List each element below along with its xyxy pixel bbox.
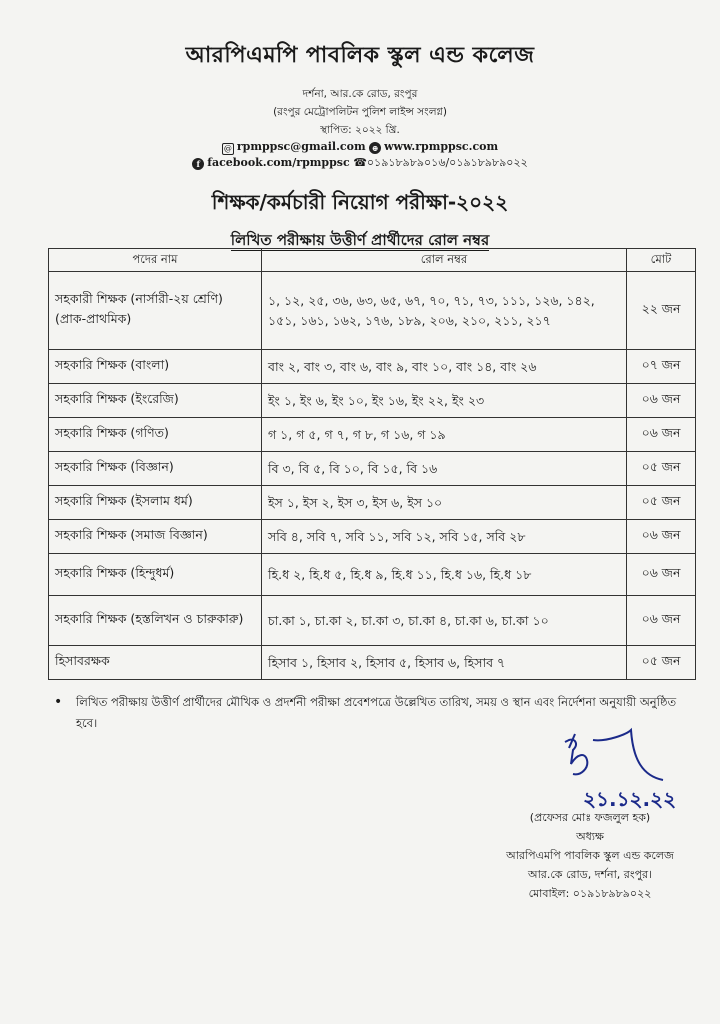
globe-icon: ⊕ xyxy=(369,142,381,154)
signature-block xyxy=(470,720,710,903)
roll-numbers: ১, ১২, ২৫, ৩৬, ৬৩, ৬৫, ৬৭, ৭০, ৭১, ৭৩, ১১১, ১২৬, ১৪২, ১৫১, ১৬১, ১৬২, ১৭৬, ১৮৯, ২০৬, ২১০, ২১১, ২১৭ xyxy=(262,272,627,350)
post-name: সহকারি শিক্ষক (হস্তলিখন ও চারুকারু) xyxy=(49,596,262,646)
school-name: আরপিএমপি পাবলিক স্কুল এন্ড কলেজ xyxy=(185,43,535,68)
post-name: সহকারি শিক্ষক (হিন্দুধর্ম) xyxy=(49,554,262,596)
table-row xyxy=(49,554,696,596)
roll-numbers: চা.কা ১, চা.কা ২, চা.কা ৩, চা.কা ৪, চা.কা ৬, চা.কা ১০ xyxy=(262,596,627,646)
total-count: ০৬ জন xyxy=(627,384,696,418)
signatory-mobile: মোবাইল: ০১৯১৮৯৮৯০২২ xyxy=(528,887,652,900)
roll-numbers: ইং ১, ইং ৬, ইং ১০, ইং ১৬, ইং ২২, ইং ২৩ xyxy=(262,384,627,418)
letterhead xyxy=(0,0,720,170)
post-name: সহকারি শিক্ষক (ইংরেজি) xyxy=(49,384,262,418)
email-text: rpmppsc@gmail.com xyxy=(236,140,366,153)
phone-text: ০১৯১৮৯৮৯০১৬/০১৯১৮৯৮৯০২২ xyxy=(366,156,528,169)
table-row xyxy=(49,350,696,384)
contact-social-phone xyxy=(0,155,720,170)
total-count: ২২ জন xyxy=(627,272,696,350)
subtitle-text: লিখিত পরীক্ষায় উত্তীর্ণ প্রার্থীদের রোল নম্বর xyxy=(230,231,490,249)
post-name: সহকারি শিক্ষক (বিজ্ঞান) xyxy=(49,452,262,486)
post-name: সহকারি শিক্ষক (ইসলাম ধর্ম) xyxy=(49,486,262,520)
note-text: লিখিত পরীক্ষায় উত্তীর্ণ প্রার্থীদের মৌখিক ও প্রদর্শনী পরীক্ষা প্রবেশপত্রে উল্লেখিত তারিখ, সময় ও স্থান এবং নির্দেশনা অনুযায়ী অনুষ্ঠিত হবে। xyxy=(76,695,677,730)
total-count: ০৬ জন xyxy=(627,520,696,554)
results-table xyxy=(48,248,696,680)
total-count: ০৫ জন xyxy=(627,452,696,486)
bullet-icon: • xyxy=(54,694,63,710)
table-row xyxy=(49,646,696,680)
table-row xyxy=(49,272,696,350)
document-title: শিক্ষক/কর্মচারী নিয়োগ পরীক্ষা-২০২২ xyxy=(211,190,509,214)
email-icon: @ xyxy=(223,144,232,153)
total-count: ০৬ জন xyxy=(627,418,696,452)
phone-icon: ☎ xyxy=(353,156,367,169)
roll-numbers: গ ১, গ ৫, গ ৭, গ ৮, গ ১৬, গ ১৯ xyxy=(262,418,627,452)
post-name: সহকারি শিক্ষক (সমাজ বিজ্ঞান) xyxy=(49,520,262,554)
post-name: সহকারি শিক্ষক (বাংলা) xyxy=(49,350,262,384)
table-row xyxy=(49,384,696,418)
header-post: পদের নাম xyxy=(49,249,262,272)
table-row xyxy=(49,596,696,646)
table-row xyxy=(49,520,696,554)
post-name: হিসাবরক্ষক xyxy=(49,646,262,680)
signatory-details xyxy=(470,808,710,903)
contact-email-web xyxy=(0,139,720,155)
signatory-address: আর.কে রোড, দর্শনা, রংপুর। xyxy=(527,868,653,881)
total-count: ০৫ জন xyxy=(627,486,696,520)
website-text: www.rpmppsc.com xyxy=(384,140,499,153)
facebook-text: facebook.com/rpmppsc xyxy=(207,156,350,169)
roll-numbers: হিসাব ১, হিসাব ২, হিসাব ৫, হিসাব ৬, হিসাব ৭ xyxy=(262,646,627,680)
handwritten-signature xyxy=(535,720,685,810)
signature-date: ২১.১২.২২ xyxy=(583,787,677,810)
header-total: মোট xyxy=(627,249,696,272)
total-count: ০৬ জন xyxy=(627,596,696,646)
header-rolls: রোল নম্বর xyxy=(262,249,627,272)
established-year: স্থাপিত: ২০২২ খ্রি. xyxy=(320,124,400,136)
roll-numbers: বাং ২, বাং ৩, বাং ৬, বাং ৯, বাং ১০, বাং ১৪, বাং ২৬ xyxy=(262,350,627,384)
roll-numbers: সবি ৪, সবি ৭, সবি ১১, সবি ১২, সবি ১৫, সবি ২৮ xyxy=(262,520,627,554)
signatory-institution: আরপিএমপি পাবলিক স্কুল এন্ড কলেজ xyxy=(506,849,674,862)
signatory-name: (প্রফেসর মোঃ ফজলুল হক) xyxy=(529,811,651,824)
school-address: দর্শনা, আর.কে রোড, রংপুর xyxy=(302,88,418,100)
table-row xyxy=(49,486,696,520)
signatory-designation: অধ্যক্ষ xyxy=(576,830,604,843)
total-count: ০৭ জন xyxy=(627,350,696,384)
facebook-icon: f xyxy=(192,158,204,170)
school-affiliation: (রংপুর মেট্রোপলিটন পুলিশ লাইন্স সংলগ্ন) xyxy=(273,106,447,118)
table-row xyxy=(49,418,696,452)
roll-numbers: হি.ধ ২, হি.ধ ৫, হি.ধ ৯, হি.ধ ১১, হি.ধ ১৬, হি.ধ ১৮ xyxy=(262,554,627,596)
roll-numbers: ইস ১, ইস ২, ইস ৩, ইস ৬, ইস ১০ xyxy=(262,486,627,520)
post-name: সহকারী শিক্ষক (নার্সারী-২য় শ্রেণি) (প্রাক-প্রাথমিক) xyxy=(49,272,262,350)
total-count: ০৫ জন xyxy=(627,646,696,680)
table-header-row xyxy=(49,249,696,272)
table-row xyxy=(49,452,696,486)
roll-numbers: বি ৩, বি ৫, বি ১০, বি ১৫, বি ১৬ xyxy=(262,452,627,486)
post-name: সহকারি শিক্ষক (গণিত) xyxy=(49,418,262,452)
total-count: ০৬ জন xyxy=(627,554,696,596)
